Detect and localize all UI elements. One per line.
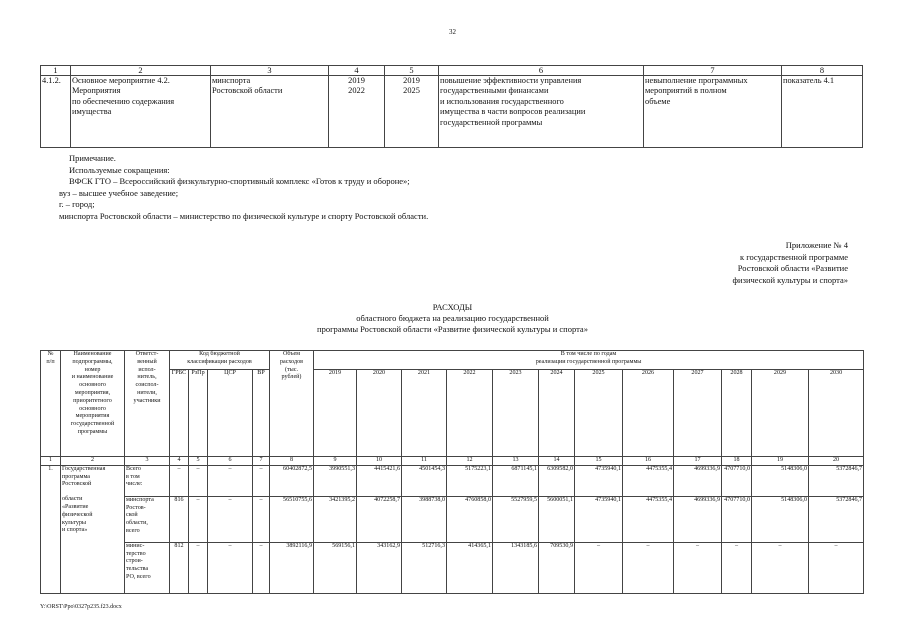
col-number: 20 [809, 457, 864, 466]
row-value: 4707710,0 [722, 496, 752, 542]
col-number: 4 [329, 66, 385, 76]
header-year: 2019 [314, 370, 357, 457]
col-number: 12 [447, 457, 493, 466]
column-number-row [41, 66, 863, 76]
col-number: 7 [644, 66, 782, 76]
row-number-continued [41, 496, 61, 593]
col-number: 13 [493, 457, 539, 466]
row-value: 5600051,1 [539, 496, 575, 542]
header-year: 2024 [539, 370, 575, 457]
row-value: 5372846,7 [809, 496, 864, 542]
header-grbs: ГРБС [170, 370, 189, 457]
header-row [41, 351, 864, 370]
table-row [41, 542, 864, 593]
row-value: 569156,1 [314, 542, 357, 593]
footer-file-path: Y:\ORST\Ppo\0327p235.f23.docx [40, 604, 122, 610]
note-abbr-intro: Используемые сокращения: [69, 164, 170, 175]
col-number: 7 [253, 457, 270, 466]
header-budget-code: Код бюджетной классификации расходов [170, 351, 270, 370]
col-number: 9 [314, 457, 357, 466]
row-value: 4501454,3 [402, 465, 447, 496]
activities-table [40, 65, 863, 148]
row-vr: – [253, 465, 270, 496]
row-rzpr: – [189, 496, 208, 542]
row-value: 709530,9 [539, 542, 575, 593]
col-number: 14 [539, 457, 575, 466]
col-number: 2 [61, 457, 125, 466]
row-value: 5527959,5 [493, 496, 539, 542]
activity-result: повышение эффективности управления государственными финансами и использования государственного имущества в части вопросов реализации государственной программы [439, 76, 644, 148]
row-grbs: 812 [170, 542, 189, 593]
program-name-continued: области «Развитие физической культуры и спорта» [61, 496, 125, 593]
activity-consequences: невыполнение программных мероприятий в полном объеме [644, 76, 782, 148]
col-number: 6 [439, 66, 644, 76]
header-year: 2030 [809, 370, 864, 457]
row-value: 4699336,9 [674, 465, 722, 496]
activity-start: 2019 2022 [329, 76, 385, 148]
col-number: 19 [752, 457, 809, 466]
row-total: 56510755,6 [270, 496, 314, 542]
row-value: 343162,9 [357, 542, 402, 593]
row-value: – [752, 542, 809, 593]
header-year: 2029 [752, 370, 809, 457]
col-number: 3 [125, 457, 170, 466]
page-number: 32 [449, 28, 456, 36]
header-rzpr: РзПр [189, 370, 208, 457]
appendix-header: Приложение № 4 к государственной программе Ростовской области «Развитие физической культуры и спорта» [732, 240, 848, 285]
activity-executor: минспорта Ростовской области [211, 76, 329, 148]
header-vr: ВР [253, 370, 270, 457]
row-csr: – [208, 465, 253, 496]
row-value: – [575, 542, 623, 593]
header-year: 2028 [722, 370, 752, 457]
row-responsible: Всего в том числе: [125, 465, 170, 496]
col-number: 1 [41, 457, 61, 466]
col-number: 1 [41, 66, 71, 76]
header-name: Наименование подпрограммы, номер и наименование основного мероприятия, приоритетного основного мероприятия государственной программы [61, 351, 125, 457]
row-value: 4475355,4 [623, 496, 674, 542]
row-value: 5148306,0 [752, 496, 809, 542]
row-number: 1. [41, 465, 61, 496]
col-number: 5 [189, 457, 208, 466]
note-line: вуз – высшее учебное заведение; [59, 187, 179, 198]
row-value: 3990551,3 [314, 465, 357, 496]
col-number: 17 [674, 457, 722, 466]
activity-end: 2019 2025 [385, 76, 439, 148]
header-year: 2023 [493, 370, 539, 457]
row-value: 4072258,7 [357, 496, 402, 542]
row-value: 5175223,1 [447, 465, 493, 496]
row-value: 4415421,6 [357, 465, 402, 496]
col-number: 8 [782, 66, 863, 76]
row-grbs: 816 [170, 496, 189, 542]
row-value: 6871145,1 [493, 465, 539, 496]
expenses-table [40, 350, 864, 594]
column-number-row [41, 457, 864, 466]
col-number: 2 [71, 66, 211, 76]
row-value: – [722, 542, 752, 593]
activity-indicator: показатель 4.1 [782, 76, 863, 148]
table-row [41, 465, 864, 496]
note-block [59, 153, 849, 223]
row-value: – [674, 542, 722, 593]
row-value: 4475355,4 [623, 465, 674, 496]
row-vr: – [253, 496, 270, 542]
header-year: 2026 [623, 370, 674, 457]
note-line: г. – город; [59, 199, 95, 210]
row-value: 512716,3 [402, 542, 447, 593]
col-number: 18 [722, 457, 752, 466]
col-number: 4 [170, 457, 189, 466]
row-value: 4735940,1 [575, 465, 623, 496]
row-rzpr: – [189, 465, 208, 496]
row-csr: – [208, 496, 253, 542]
note-line: ВФСК ГТО – Всероссийский физкультурно-спортивный комплекс «Готов к труду и обороне»; [69, 176, 410, 187]
row-value: 4760858,0 [447, 496, 493, 542]
row-grbs: – [170, 465, 189, 496]
col-number: 10 [357, 457, 402, 466]
note-line: минспорта Ростовской области – министерство по физической культуре и спорту Ростовской области. [59, 210, 429, 221]
col-number: 8 [270, 457, 314, 466]
table-row [41, 76, 863, 148]
row-value: – [809, 542, 864, 593]
header-responsible: Ответст- венный испол- нитель, соиспол- нители, участники [125, 351, 170, 457]
note-title: Примечание. [69, 153, 116, 163]
row-value: 3421395,2 [314, 496, 357, 542]
row-vr: – [253, 542, 270, 593]
document-title: РАСХОДЫ областного бюджета на реализацию государственной программы Ростовской области «Развитие физической культуры и спорта» [317, 302, 588, 334]
col-number: 11 [402, 457, 447, 466]
col-number: 15 [575, 457, 623, 466]
row-value: 5372846,7 [809, 465, 864, 496]
row-value: 1343185,6 [493, 542, 539, 593]
row-value: 4699336,9 [674, 496, 722, 542]
row-value: 6309582,0 [539, 465, 575, 496]
header-years: В том числе по годам реализации государственной программы [314, 351, 864, 370]
header-year: 2021 [402, 370, 447, 457]
header-csr: ЦСР [208, 370, 253, 457]
activity-number: 4.1.2. [41, 76, 71, 148]
row-total: 3892116,9 [270, 542, 314, 593]
row-value: 4707710,0 [722, 465, 752, 496]
row-rzpr: – [189, 542, 208, 593]
table-row [41, 496, 864, 542]
row-value: – [623, 542, 674, 593]
col-number: 5 [385, 66, 439, 76]
row-value: 414365,1 [447, 542, 493, 593]
header-year: 2020 [357, 370, 402, 457]
col-number: 3 [211, 66, 329, 76]
header-num: № п/п [41, 351, 61, 457]
row-csr: – [208, 542, 253, 593]
row-value: 3988738,0 [402, 496, 447, 542]
row-total: 60402872,5 [270, 465, 314, 496]
program-name: Государственная программа Ростовской [61, 465, 125, 496]
header-year: 2022 [447, 370, 493, 457]
row-responsible: минспорта Ростов- ской области, всего [125, 496, 170, 542]
col-number: 16 [623, 457, 674, 466]
row-responsible: минис- терство строи- тельства РО, всего [125, 542, 170, 593]
row-value: 4735940,1 [575, 496, 623, 542]
row-value: 5148306,0 [752, 465, 809, 496]
header-year: 2025 [575, 370, 623, 457]
activity-name: Основное мероприятие 4.2. Мероприятия по обеспечению содержания имущества [71, 76, 211, 148]
col-number: 6 [208, 457, 253, 466]
header-total: Объем расходов (тыс. рублей) [270, 351, 314, 457]
header-year: 2027 [674, 370, 722, 457]
